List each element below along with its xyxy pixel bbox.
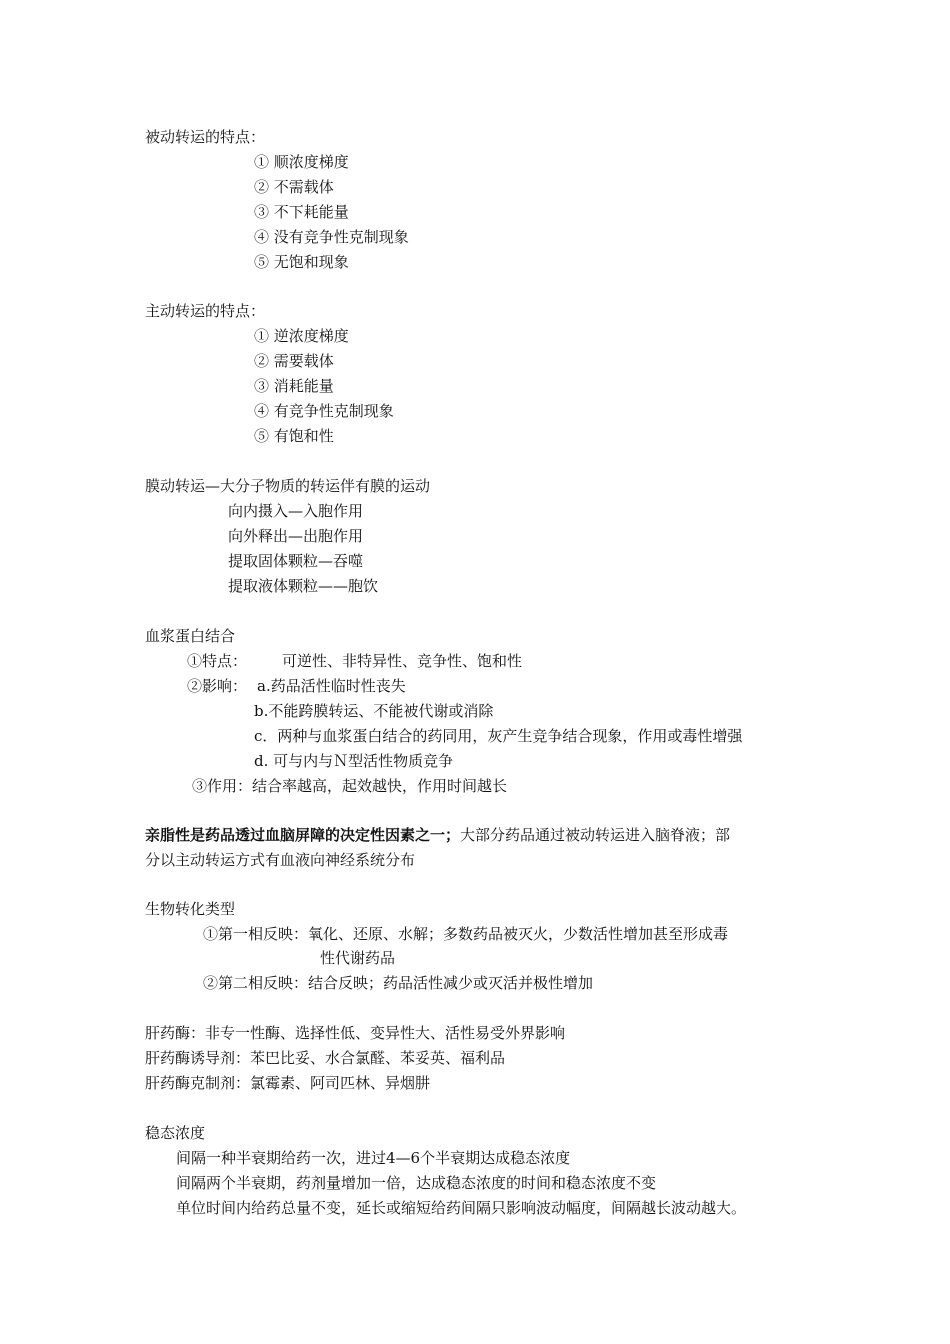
passive-item: ① 顺浓度梯度 [254, 153, 349, 171]
passive-item: ③ 不下耗能量 [254, 203, 349, 221]
active-item: ④ 有竞争性克制现象 [254, 402, 394, 420]
biotrans-phase1-cont: 性代谢药品 [320, 949, 396, 967]
lipid-line-2: 分以主动转运方式有血液向神经系统分布 [145, 851, 416, 869]
active-item: ⑤ 有饱和性 [254, 427, 334, 445]
lipid-line-1 [145, 824, 730, 846]
membrane-heading: 膜动转运—大分子物质的转运伴有膜的运动 [145, 477, 431, 495]
steady-line: 单位时间内给药总量不变，延长或缩短给药间隔只影响波动幅度，间隔越长波动越大。 [176, 1199, 747, 1217]
lipid-text: 大部分药品通过被动转运进入脑脊液；部 [460, 826, 731, 844]
enzyme-line: 肝药酶诱导剂：苯巴比妥、水合氯醛、苯妥英、福利品 [145, 1049, 506, 1067]
biotrans-heading: 生物转化类型 [145, 900, 236, 918]
active-heading: 主动转运的特点： [145, 302, 266, 320]
plasma-effect-d: d. 可与内与Ｎ型活性物质竞争 [254, 752, 454, 770]
plasma-effect-b: b.不能跨膜转运、不能被代谢或消除 [254, 702, 494, 720]
plasma-feature-label: ①特点： [187, 652, 248, 670]
biotrans-phase2: ②第二相反映：结合反映；药品活性减少或灭活并极性增加 [203, 974, 594, 992]
lipid-bold-text: 亲脂性是药品透过血脑屏障的决定性因素之一； [145, 826, 461, 844]
plasma-heading: 血浆蛋白结合 [145, 627, 236, 645]
enzyme-line: 肝药酶：非专一性酶、选择性低、变异性大、活性易受外界影响 [145, 1024, 566, 1042]
steady-line: 间隔一种半衰期给药一次，进过4—6个半衰期达成稳态浓度 [176, 1149, 571, 1167]
passive-item: ④ 没有竞争性克制现象 [254, 228, 409, 246]
active-item: ① 逆浓度梯度 [254, 327, 349, 345]
plasma-effect-label: ②影响： [187, 677, 248, 695]
steady-line: 间隔两个半衰期，药剂量增加一倍，达成稳态浓度的时间和稳态浓度不变 [176, 1174, 657, 1192]
plasma-effect-c: c．两种与血浆蛋白结合的药同用，灰产生竞争结合现象，作用或毒性增强 [254, 727, 743, 745]
active-item: ③ 消耗能量 [254, 377, 334, 395]
plasma-role: ③作用：结合率越高，起效越快，作用时间越长 [192, 777, 508, 795]
membrane-item: 提取液体颗粒——胞饮 [228, 577, 379, 595]
membrane-item: 向内摄入—入胞作用 [228, 502, 364, 520]
plasma-feature-text: 可逆性、非特异性、竞争性、饱和性 [282, 652, 523, 670]
membrane-item: 提取固体颗粒—吞噬 [228, 552, 364, 570]
passive-item: ⑤ 无饱和现象 [254, 253, 349, 271]
membrane-item: 向外释出—出胞作用 [228, 527, 364, 545]
active-item: ② 需要载体 [254, 352, 334, 370]
passive-heading: 被动转运的特点： [145, 128, 266, 146]
passive-item: ② 不需载体 [254, 178, 334, 196]
steady-heading: 稳态浓度 [145, 1124, 206, 1142]
plasma-effect-a: a.药品活性临时性丧失 [257, 677, 406, 695]
biotrans-phase1: ①第一相反映：氧化、还原、水解；多数药品被灭火，少数活性增加甚至形成毒 [203, 925, 729, 943]
enzyme-line: 肝药酶克制剂：氯霉素、阿司匹林、异烟肼 [145, 1074, 431, 1092]
